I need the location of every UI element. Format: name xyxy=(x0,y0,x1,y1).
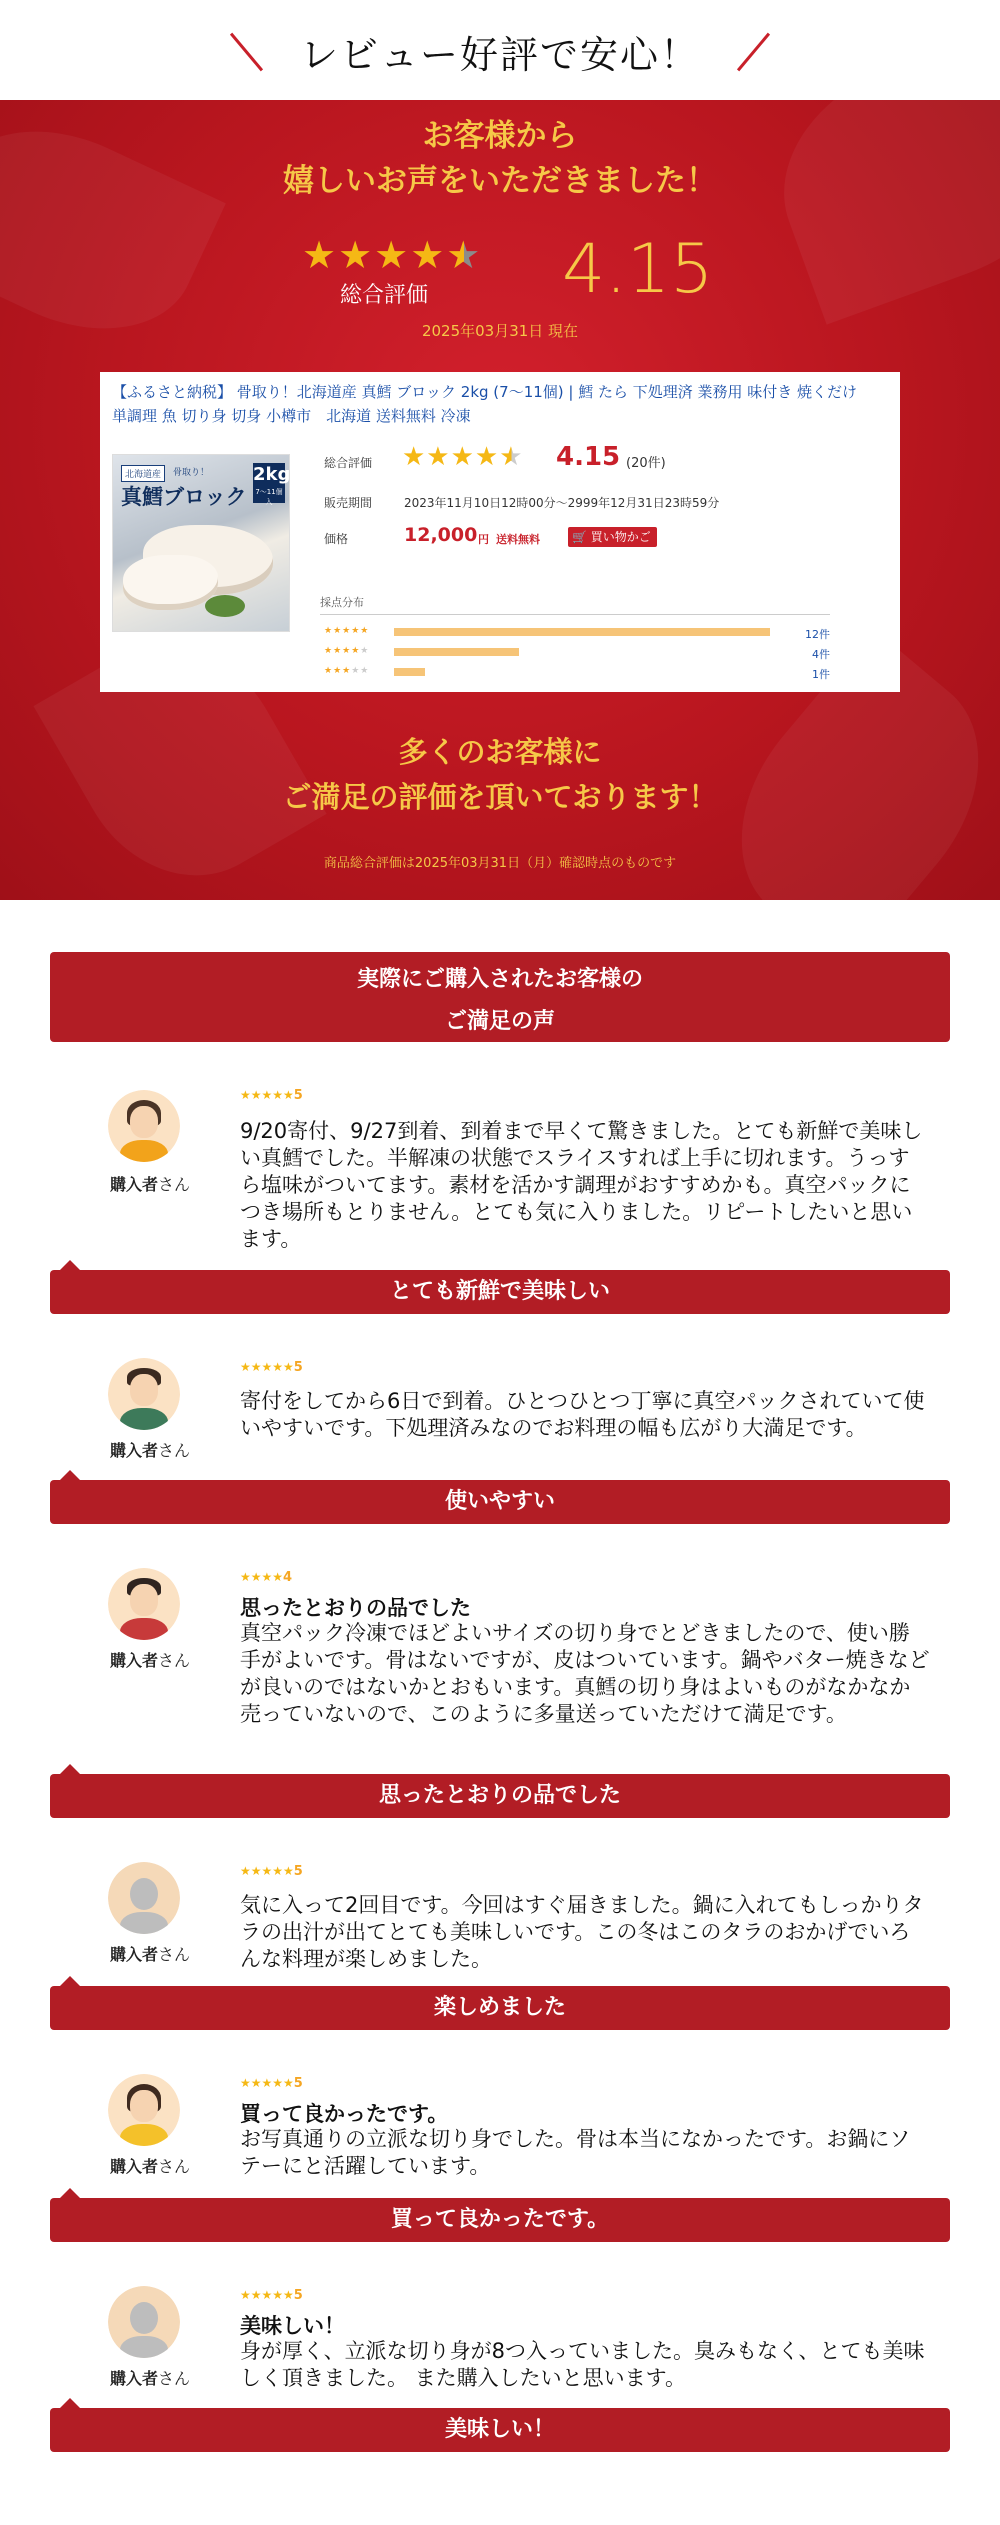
page-title: レビュー好評で安心！ xyxy=(299,33,700,77)
sales-period-label: 販売期間 xyxy=(324,496,373,510)
hero-title-line1: お客様から xyxy=(422,118,578,154)
section-header-line2: ご満足の声 xyxy=(444,1009,555,1034)
dist-stars-5: ★★★★★ xyxy=(324,626,370,636)
review-stars xyxy=(240,1570,292,1585)
review-banner-label: 楽しめました xyxy=(433,1995,566,2020)
reviewer-label: 購入者 xyxy=(109,1441,158,1460)
hero-title-line2: 嬉しいお声をいただきました！ xyxy=(283,163,717,199)
banner-notch xyxy=(60,1976,80,1986)
card-score: 4.15 xyxy=(556,442,621,472)
review-banner xyxy=(50,1986,950,2030)
card-stars: ★★★★★ xyxy=(402,442,524,472)
reviewer-label: 購入者 xyxy=(109,2369,158,2388)
cart-button[interactable] xyxy=(568,527,657,547)
card-overall-label: 総合評価 xyxy=(324,456,373,470)
product-card xyxy=(100,372,900,692)
dist-bar-4 xyxy=(394,648,519,656)
distribution-label: 採点分布 xyxy=(320,596,364,609)
review-stars xyxy=(240,1360,303,1375)
banner-notch xyxy=(60,1470,80,1480)
review-body: 真空パック冷凍でほどよいサイズの切り身でとどきましたので、使い勝手がよいです。骨はないですが、皮はついています。鍋やバター焼きなどが良いのではないかとおもいます。真鱈の切り身はよいものがなかなか売っていないので、このように多量送っていただけて満足です。 xyxy=(240,1621,930,1726)
review-stars xyxy=(240,1864,303,1879)
woman-orange-avatar xyxy=(108,1090,180,1162)
product-title-line2[interactable]: 単調理 魚 切り身 切身 小樽市 北海道 送料無料 冷凍 xyxy=(112,407,471,425)
review-star-glyphs: ★★★★★ xyxy=(240,1864,294,1878)
review-body: 身が厚く、立派な切り身が8つ入っていました。臭みもなく、とても美味しく頂きました。 また購入したいと思います。 xyxy=(240,2339,925,2390)
banner-notch xyxy=(60,2188,80,2198)
fish-fillet-shape xyxy=(123,555,218,610)
hero-subtitle-line2: ご満足の評価を頂いております！ xyxy=(282,780,718,814)
woman-yellow-avatar xyxy=(108,2074,180,2146)
review-title: 美味しい！ xyxy=(240,2314,345,2338)
product-title-line1[interactable]: 【ふるさと納税】 骨取り！北海道産 真鱈 ブロック 2kg (7〜11個) | 鱈 たら 下処理済 業務用 味付き 焼くだけ xyxy=(112,383,858,401)
reviewer-name xyxy=(100,1942,200,1965)
herb-garnish xyxy=(205,595,245,617)
reviewer-honorific: さん xyxy=(158,2157,191,2176)
review-body: 気に入って2回目です。今回はすぐ届きました。鍋に入れてもしっかりタラの出汁が出てとても美味しいです。この冬はこのタラのおかげでいろんな料理が楽しめました。 xyxy=(240,1893,924,1971)
review-banner-label: 使いやすい xyxy=(444,1489,555,1514)
review-banner-label: 思ったとおりの品でした xyxy=(378,1783,621,1808)
reviewer-honorific: さん xyxy=(158,2369,191,2388)
review-star-glyphs: ★★★★★ xyxy=(240,2288,294,2302)
reviewer-honorific: さん xyxy=(158,1441,191,1460)
anonymous-avatar xyxy=(108,2286,180,2358)
man-red-avatar xyxy=(108,1568,180,1640)
man-green-avatar xyxy=(108,1358,180,1430)
banner-notch xyxy=(60,2398,80,2408)
cart-button-label: 買い物かご xyxy=(590,530,651,544)
review-score: 5 xyxy=(293,1360,303,1375)
banner-notch xyxy=(60,1260,80,1270)
dist-stars-4: ★★★★★ xyxy=(324,646,370,656)
review-banner xyxy=(50,2198,950,2242)
price-label: 価格 xyxy=(324,532,349,546)
section-header-line1: 実際にご購入されたお客様の xyxy=(356,967,643,992)
sales-period-value: 2023年11月10日12時00分〜2999年12月31日23時59分 xyxy=(404,496,720,510)
review-score: 5 xyxy=(293,1088,303,1103)
review-banner-label: とても新鮮で美味しい xyxy=(389,1279,610,1304)
review-score: 4 xyxy=(283,1570,293,1585)
dist-count-4[interactable]: 4件 xyxy=(812,648,830,661)
review-stars xyxy=(240,2288,303,2303)
review-star-glyphs: ★★★★★ xyxy=(240,1360,294,1374)
review-star-glyphs: ★★★★★ xyxy=(240,2076,294,2090)
rating-note: 商品総合評価は2025年03月31日（月）確認時点のものです xyxy=(323,856,677,871)
review-score: 5 xyxy=(293,1864,303,1879)
review-star-glyphs: ★★★★ xyxy=(240,1570,284,1584)
review-body: 寄付をしてから6日で到着。ひとつひとつ丁寧に真空パックされていて使いやすいです。下処理済みなのでお料理の幅も広がり大満足です。 xyxy=(240,1389,925,1440)
review-title: 買って良かったです。 xyxy=(240,2102,449,2126)
review-count-link[interactable]: (20件) xyxy=(626,456,666,471)
review-stars xyxy=(240,2076,303,2091)
image-label-origin: 北海道産 xyxy=(121,465,165,482)
hero-subtitle-line1: 多くのお客様に xyxy=(398,735,602,769)
review-banner-label: 買って良かったです。 xyxy=(390,2207,610,2232)
review-body: 9/20寄付、9/27到着、到着まで早くて驚きました。とても新鮮で美味しい真鱈でした。半解凍の状態でスライスすれば上手に切れます。うっすら塩味がついてます。素材を活かす調理がおすすめかも。真空パックにつき場所もとりません。とても気に入りました。リピートしたいと思います。 xyxy=(240,1119,923,1251)
weight-badge xyxy=(253,463,291,506)
cart-icon: 🛒 xyxy=(572,530,587,544)
divider xyxy=(320,614,830,615)
review-banner xyxy=(50,2408,950,2452)
review-score: 5 xyxy=(293,2076,303,2091)
dist-bar-5 xyxy=(394,628,770,636)
dist-count-5[interactable]: 12件 xyxy=(805,628,830,641)
overall-stars: ★★★★★ xyxy=(302,233,483,277)
reviews-section-header xyxy=(50,952,950,1042)
review-banner xyxy=(50,1270,950,1314)
review-star-glyphs: ★★★★★ xyxy=(240,1088,294,1102)
reviewer-honorific: さん xyxy=(158,1651,191,1670)
reviewer-honorific: さん xyxy=(158,1945,191,1964)
overall-score: 4.15 xyxy=(562,230,714,309)
anonymous-avatar xyxy=(108,1862,180,1934)
review-score: 5 xyxy=(293,2288,303,2303)
reviewer-honorific: さん xyxy=(158,1175,191,1194)
review-banner-label: 美味しい！ xyxy=(444,2417,555,2442)
review-banner xyxy=(50,1774,950,1818)
dist-stars-3: ★★★★★ xyxy=(324,666,370,676)
dist-bar-3 xyxy=(394,668,425,676)
review-banner xyxy=(50,1480,950,1524)
review-stars xyxy=(240,1088,303,1103)
image-label-main: 真鱈ブロック xyxy=(121,484,247,509)
banner-notch xyxy=(60,1764,80,1774)
weight-sub: 7〜11個入 xyxy=(255,488,283,506)
reviewer-name xyxy=(100,1172,200,1195)
reviewer-label: 購入者 xyxy=(109,2157,158,2176)
reviewer-label: 購入者 xyxy=(109,1651,158,1670)
price-value: 12,000 xyxy=(404,524,478,546)
rating-hero xyxy=(0,100,1000,900)
reviewer-label: 購入者 xyxy=(109,1175,158,1194)
price-unit: 円 xyxy=(478,533,489,546)
review-body: お写真通りの立派な切り身でした。骨は本当になかったです。お鍋にソテーにと活躍しています。 xyxy=(240,2127,911,2178)
reviewer-label: 購入者 xyxy=(109,1945,158,1964)
reviewer-name xyxy=(100,1438,200,1461)
weight-value: 2kg xyxy=(253,464,291,485)
product-title[interactable] xyxy=(112,380,892,428)
reviewer-name xyxy=(100,1648,200,1671)
shipping-label: 送料無料 xyxy=(496,533,540,546)
overall-rating-label: 総合評価 xyxy=(340,283,429,308)
image-label-sub: 骨取り！ xyxy=(173,468,210,478)
page-header xyxy=(0,0,1000,100)
dist-count-3[interactable]: 1件 xyxy=(812,668,830,681)
reviewer-name xyxy=(100,2154,200,2177)
reviewer-name xyxy=(100,2366,200,2389)
as-of-date: 2025年03月31日 現在 xyxy=(421,322,579,340)
review-title: 思ったとおりの品でした xyxy=(240,1596,471,1620)
product-image[interactable] xyxy=(112,454,290,632)
